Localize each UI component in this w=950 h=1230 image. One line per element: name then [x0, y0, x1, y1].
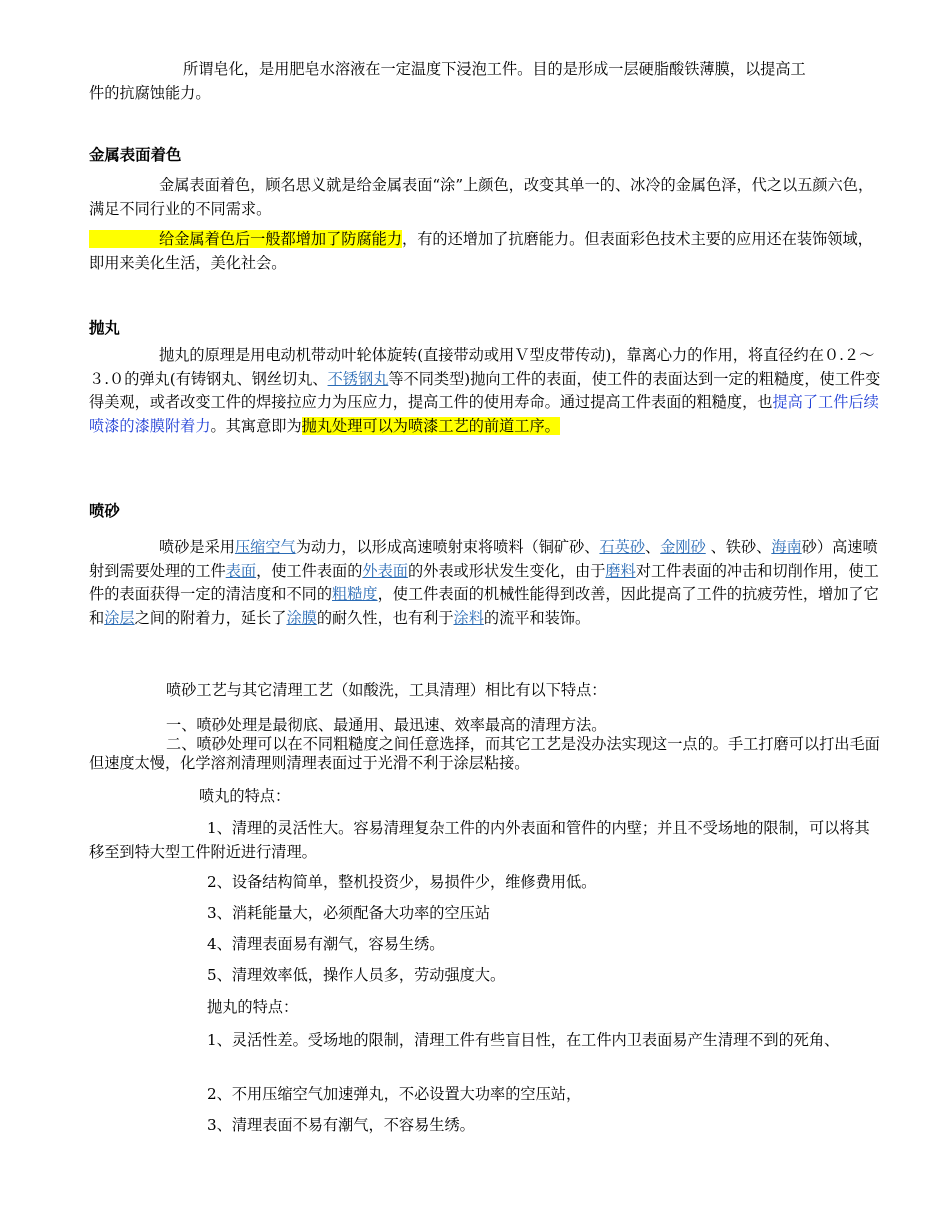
feature-sand-item-5: 5、清理效率低，操作人员多，劳动强度大。 [207, 966, 506, 984]
feature-sand-item-1: 1、清理的灵活性大。容易清理复杂工件的内外表面和管件的内壁；并且不受场地的限制，可以将其移至到特大型工件附近进行清理。 [89, 819, 870, 861]
link-surface[interactable]: 表面 [225, 561, 257, 580]
heading-shot-blasting: 抛丸 [89, 319, 120, 337]
comparison-point-2: 二、喷砂处理可以在不同粗糙度之间任意选择，而其它工艺是没办法实现这一点的。手工打磨可以打出毛面但速度太慢，化学溶剂清理则清理表面过于光滑不利于涂层粘接。 [89, 735, 880, 772]
feature-shot-item-3: 3、清理表面不易有潮气，不容易生绣。 [207, 1116, 475, 1134]
link-outer-surface[interactable]: 外表面 [362, 561, 408, 580]
coloring-paragraph-2: 给金属着色后一般都增加了防腐能力，有的还增加了抗磨能力。但表面彩色技术主要的应用还在装饰领域，即用来美化生活，美化社会。 [89, 230, 873, 272]
link-compressed-air[interactable]: 压缩空气 [234, 538, 296, 556]
shot-blasting-paragraph: 抛丸的原理是用电动机带动叶轮体旋转(直接带动或用Ｖ型皮带传动)，靠离心力的作用，将直径约在０.２～３.０的弹丸(有铸钢丸、钢丝切丸、不锈钢丸等不同类型)抛向工件的表面，使工件的表面达到一定的粗糙度，使工件变得美观，或者改变工件的焊接拉应力为压应力，提高工件的使用寿命。通过提高工件表面的粗糙度，也提高了工件后续喷漆的漆膜附着力。其寓意即为抛丸处理可以为喷漆工艺的前道工序。 [89, 346, 881, 435]
sandblasting-paragraph: 喷砂是采用压缩空气为动力，以形成高速喷射束将喷料（铜矿砂、石英砂、金刚砂 、铁砂、海南砂）高速喷射到需要处理的工件表面，使工件表面的外表面的外表或形状发生变化，由于磨料对工件表面的冲击和切削作用，使工件的表面获得一定的清洁度和不同的粗糙度，使工件表面的机械性能得到改善，因此提高了工件的抗疲劳性，增加了它和涂层之间的附着力，延长了涂膜的耐久性，也有利于涂料的流平和装饰。 [89, 538, 879, 627]
highlight-anticorrosion: 给金属着色后一般都增加了防腐能力 [89, 230, 402, 248]
heading-metal-coloring: 金属表面着色 [89, 146, 182, 164]
link-emery[interactable]: 金刚砂 [660, 538, 706, 556]
features-shot-title: 抛丸的特点： [207, 998, 299, 1016]
feature-sand-item-2: 2、设备结构简单，整机投资少，易损件少，维修费用低。 [207, 873, 597, 891]
highlight-pretreatment: 抛丸处理可以为喷漆工艺的前道工序。 [301, 416, 560, 435]
link-hainan[interactable]: 海南 [771, 538, 802, 556]
link-quartz-sand[interactable]: 石英砂 [599, 538, 645, 556]
intro-paragraph: 所谓皂化，是用肥皂水溶液在一定温度下浸泡工件。目的是形成一层硬脂酸铁薄膜，以提高工 件的抗腐蚀能力。 [89, 60, 806, 102]
feature-shot-item-2: 2、不用压缩空气加速弹丸，不必设置大功率的空压站， [207, 1085, 582, 1103]
feature-sand-item-3: 3、消耗能量大，必须配备大功率的空压站 [207, 904, 491, 922]
comparison-point-1: 一、喷砂处理是最彻底、最通用、最迅速、效率最高的清理方法。 [166, 716, 607, 734]
link-coating-film[interactable]: 涂膜 [286, 608, 317, 627]
link-coating[interactable]: 涂层 [104, 608, 135, 627]
link-roughness[interactable]: 粗糙度 [332, 585, 378, 603]
feature-sand-item-4: 4、清理表面易有潮气，容易生绣。 [207, 935, 445, 953]
blue-adhesion-text: 提高了工件后续喷漆的漆膜附着力 [89, 393, 879, 435]
link-abrasive[interactable]: 磨料 [605, 561, 636, 580]
heading-sandblasting: 喷砂 [89, 502, 120, 520]
comparison-intro: 喷砂工艺与其它清理工艺（如酸洗，工具清理）相比有以下特点： [166, 681, 607, 699]
link-stainless-shot[interactable]: 不锈钢丸 [327, 369, 389, 388]
feature-shot-item-1: 1、灵活性差。受场地的限制，清理工件有些盲目性，在工件内卫表面易产生清理不到的死角、 [207, 1031, 840, 1049]
coloring-paragraph-1: 金属表面着色，顾名思义就是给金属表面“涂”上颜色，改变其单一的、冰冷的金属色泽，代之以五颜六色，满足不同行业的不同需求。 [89, 176, 874, 218]
link-paint[interactable]: 涂料 [453, 608, 484, 627]
features-sand-title: 喷丸的特点： [199, 787, 291, 805]
